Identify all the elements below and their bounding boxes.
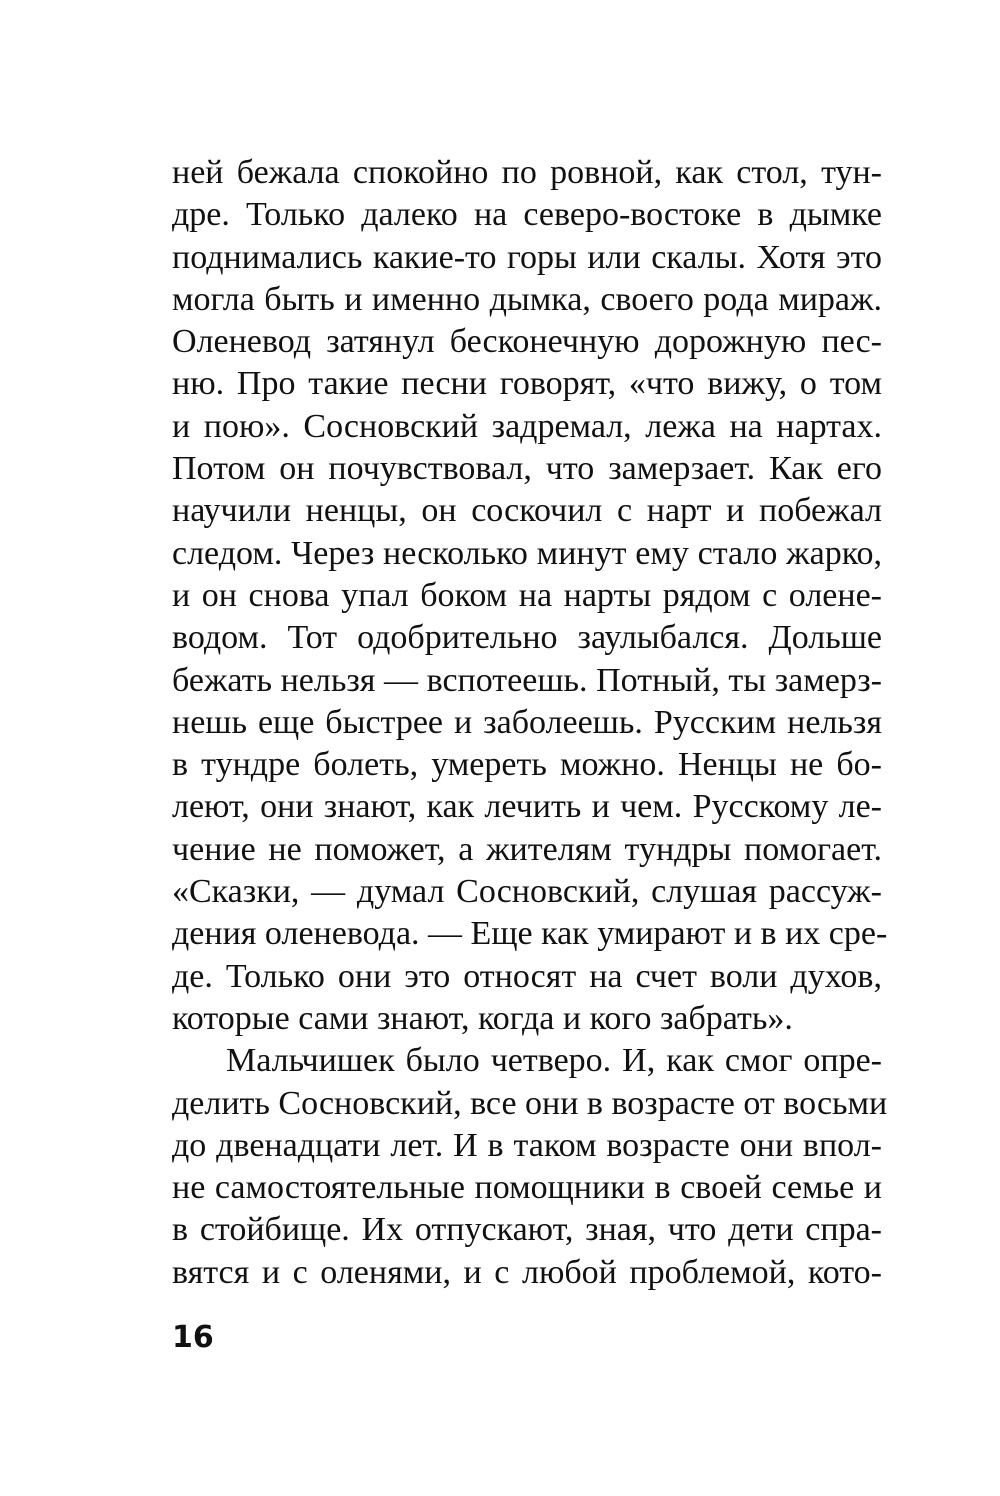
text-line: которые сами знают, когда и кого забрать». [172, 999, 793, 1037]
text-line: Оленевод затянул бесконечную дорожную пес- [172, 323, 882, 361]
body-text [172, 152, 888, 1294]
text-line: Мальчишек было четверо. И, как смог опре- [226, 1042, 882, 1080]
text-line: не самостоятельные помощники в своей семье и [172, 1169, 882, 1207]
text-line: чение не поможет, а жителям тундры помогает. [172, 830, 882, 868]
text-line: водом. Тот одобрительно заулыбался. Дольше [172, 619, 882, 657]
text-line: до двенадцати лет. И в таком возрасте они впол- [172, 1126, 882, 1164]
text-line: леют, они знают, как лечить и чем. Русскому ле- [172, 788, 882, 826]
page-number: 16 [172, 1320, 214, 1355]
text-line: вятся и с оленями, и с любой проблемой, кото- [172, 1253, 882, 1291]
text-line: делить Сосновский, все они в возрасте от восьми [172, 1084, 888, 1122]
text-line: де. Только они это относят на счет воли духов, [172, 957, 882, 995]
text-line: ню. Про такие песни говорят, «что вижу, о том [172, 365, 882, 403]
text-line: и пою». Сосновский задремал, лежа на нартах. [172, 407, 882, 445]
text-line: следом. Через несколько минут ему стало жарко, [172, 534, 882, 572]
text-line: дения оленевода. — Еще как умирают и в их сре- [172, 915, 888, 953]
text-line: могла быть и именно дымка, своего рода мираж. [172, 280, 882, 318]
text-line: научили ненцы, он соскочил с нарт и побежал [172, 492, 882, 530]
text-line: дре. Только далеко на северо-востоке в дымке [172, 196, 882, 234]
text-line: нешь еще быстрее и заболеешь. Русским нельзя [172, 703, 882, 741]
text-line: в тундре болеть, умереть можно. Ненцы не бо- [172, 746, 882, 784]
text-line: бежать нельзя — вспотеешь. Потный, ты замерз- [172, 661, 882, 699]
text-line: в стойбище. Их отпускают, зная, что дети спра- [172, 1211, 882, 1249]
text-line: Потом он почувствовал, что замерзает. Как его [172, 450, 882, 488]
text-line: ней бежала спокойно по ровной, как стол, тун- [172, 154, 882, 191]
text-line: и он снова упал боком на нарты рядом с олене- [172, 576, 882, 614]
text-line: «Сказки, — думал Сосновский, слушая рассуж- [172, 873, 882, 911]
text-line: поднимались какие-то горы или скалы. Хотя это [172, 238, 882, 276]
